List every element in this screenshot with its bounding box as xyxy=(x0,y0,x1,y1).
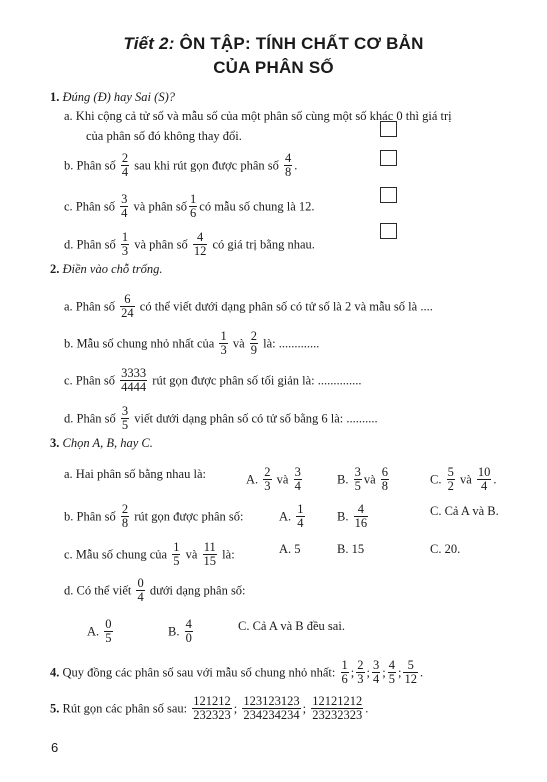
text-segment: là: ............. xyxy=(263,336,320,351)
fraction xyxy=(381,466,389,493)
text-segment: 4. xyxy=(50,665,60,680)
fraction-denominator: 8 xyxy=(285,165,292,179)
title-line1: ÔN TẬP: TÍNH CHẤT CƠ BẢN xyxy=(179,34,424,53)
fraction-denominator: 9 xyxy=(250,343,258,357)
fraction-numerator: 3 xyxy=(372,658,380,672)
text-segment: ; xyxy=(350,665,355,680)
fraction-numerator: 10 xyxy=(477,465,491,479)
text-segment: B. xyxy=(337,472,349,487)
answer-box-c[interactable] xyxy=(380,187,397,203)
fraction-numerator: 2 xyxy=(121,502,129,516)
fraction xyxy=(447,466,455,493)
fraction-numerator: 4 xyxy=(388,658,395,672)
fraction xyxy=(354,466,362,493)
text-segment: c. Phân số xyxy=(64,373,116,388)
q3-a-option-b[interactable] xyxy=(337,467,391,494)
fraction xyxy=(242,695,300,722)
question-2-heading xyxy=(50,262,162,276)
q3-c-option-c[interactable]: C. 20. xyxy=(430,542,461,556)
text-segment: ; xyxy=(382,665,386,680)
fraction-denominator: 232323 xyxy=(193,708,231,722)
text-segment: d. Có thể viết xyxy=(64,583,132,598)
text-segment: và phân số xyxy=(134,237,188,252)
text-segment: . xyxy=(365,701,369,716)
q2-item-c xyxy=(64,368,362,395)
fraction-denominator: 4444 xyxy=(121,380,147,394)
fraction xyxy=(263,466,271,493)
question-number: 1. xyxy=(50,90,60,104)
text-segment: có mẫu số chung là 12. xyxy=(199,199,315,214)
fraction-numerator: 1 xyxy=(190,192,197,206)
fraction xyxy=(120,193,128,220)
q2-item-b xyxy=(64,331,319,358)
question-5 xyxy=(50,696,368,723)
fraction xyxy=(120,293,135,320)
fraction xyxy=(120,367,147,394)
fraction-denominator: 5 xyxy=(388,672,395,686)
text-segment: b. Phân số xyxy=(64,158,116,173)
fraction-denominator: 6 xyxy=(341,672,348,686)
q3-a-option-c[interactable] xyxy=(430,467,497,494)
question-prompt: Đúng (Đ) hay Sai (S)? xyxy=(62,90,175,104)
text-segment: C. xyxy=(430,472,442,487)
fraction-numerator: 1 xyxy=(220,329,227,343)
fraction-denominator: 8 xyxy=(381,479,389,493)
fraction-numerator: 3 xyxy=(294,465,301,479)
fraction-numerator: 11 xyxy=(203,540,216,554)
text-segment: Chọn A, B, hay C. xyxy=(62,436,153,450)
q3-d-option-a[interactable] xyxy=(87,619,115,646)
fraction xyxy=(311,695,363,722)
fraction-denominator: 4 xyxy=(294,479,301,493)
text-segment: có thể viết dưới dạng phân số có tử số là 2 và mẫu số là .... xyxy=(139,299,433,314)
fraction-denominator: 4 xyxy=(121,165,129,179)
fraction-denominator: 12 xyxy=(404,672,417,686)
fraction-denominator: 16 xyxy=(354,516,368,530)
fraction-numerator: 2 xyxy=(250,329,258,343)
fraction-denominator: 23232323 xyxy=(312,708,363,722)
text-segment: và xyxy=(459,472,472,487)
fraction xyxy=(203,541,218,568)
text-segment: . xyxy=(419,665,424,680)
fraction xyxy=(341,659,349,686)
q3-a-option-a[interactable] xyxy=(246,467,304,494)
text-segment: và xyxy=(363,472,376,487)
q1-item-a-line2: của phân số đó không thay đổi. xyxy=(86,129,242,143)
q3-b-option-b[interactable] xyxy=(337,504,370,531)
answer-box-a[interactable] xyxy=(380,121,397,137)
text-segment: và xyxy=(232,336,245,351)
fraction-denominator: 12 xyxy=(193,244,207,258)
text-segment: 3. xyxy=(50,436,60,450)
fraction-denominator: 4 xyxy=(297,516,304,530)
fraction-numerator: 5 xyxy=(447,465,454,479)
fraction-denominator: 3 xyxy=(121,244,129,258)
text-segment: b. Phân số xyxy=(64,509,116,524)
fraction-denominator: 2 xyxy=(447,479,454,493)
q2-item-a xyxy=(64,294,433,321)
fraction-numerator: 4 xyxy=(354,503,369,517)
fraction-numerator: 1 xyxy=(173,540,180,554)
fraction-denominator: 8 xyxy=(121,516,129,530)
text-segment: Điền vào chỗ trống. xyxy=(62,262,163,276)
page-title xyxy=(0,34,547,54)
fraction-numerator: 4 xyxy=(185,617,192,631)
q3-item-c-prompt xyxy=(64,542,235,569)
text-segment: ; xyxy=(366,665,370,680)
text-segment: . xyxy=(493,472,497,487)
fraction xyxy=(189,193,197,220)
fraction-numerator: 1 xyxy=(121,230,129,244)
q3-b-option-c[interactable]: C. Cả A và B. xyxy=(430,504,499,518)
text-segment: Rút gọn các phân số sau: xyxy=(62,701,188,716)
fraction-numerator: 123123123 xyxy=(243,694,300,708)
fraction xyxy=(121,152,129,179)
fraction-denominator: 15 xyxy=(203,554,217,568)
fraction-denominator: 4 xyxy=(137,590,144,604)
fraction xyxy=(356,659,364,686)
q3-item-d-prompt xyxy=(64,578,246,605)
fraction xyxy=(185,618,193,645)
fraction-denominator: 3 xyxy=(264,479,271,493)
q1-item-d xyxy=(64,232,315,259)
text-segment: 5. xyxy=(50,701,60,716)
text-segment: ; xyxy=(302,701,307,716)
fraction xyxy=(136,577,144,604)
fraction-denominator: 3 xyxy=(220,343,227,357)
fraction-denominator: 0 xyxy=(185,631,192,645)
fraction-numerator: 1 xyxy=(341,658,348,672)
answer-box-d[interactable] xyxy=(380,223,397,239)
fraction-numerator: 6 xyxy=(120,293,135,307)
text-segment: c. Mẫu số chung của xyxy=(64,547,168,562)
page-title-line2: CỦA PHÂN SỐ xyxy=(213,58,334,77)
fraction-denominator: 5 xyxy=(354,479,361,493)
fraction xyxy=(192,695,232,722)
fraction xyxy=(121,405,129,432)
text-segment: và xyxy=(185,547,198,562)
text-segment: viết dưới dạng phân số có tử số bằng 6 là: .......... xyxy=(134,411,378,426)
fraction-denominator: 24 xyxy=(121,306,134,320)
q1-item-a-line1: a. Khi cộng cả tử số và mẫu số của một phân số cùng một số khác 0 thì giá trị xyxy=(64,109,452,123)
page-number: 6 xyxy=(51,740,59,755)
fraction-numerator: 121212 xyxy=(193,694,231,708)
q1-item-b xyxy=(64,153,297,180)
q3-c-option-a[interactable]: A. 5 xyxy=(279,542,301,556)
fraction-denominator: 5 xyxy=(121,418,129,432)
text-segment: ; xyxy=(233,701,238,716)
fraction xyxy=(104,618,112,645)
fraction xyxy=(388,659,396,686)
fraction-numerator: 2 xyxy=(121,151,129,165)
fraction-numerator: 6 xyxy=(381,465,389,479)
q3-item-a-prompt: a. Hai phân số bằng nhau là: xyxy=(64,467,206,481)
q3-b-option-a[interactable] xyxy=(279,504,307,531)
question-4 xyxy=(50,660,423,687)
text-segment: . xyxy=(294,158,298,173)
text-segment: rút gọn được phân số: xyxy=(134,509,244,524)
fraction-numerator: 3 xyxy=(354,465,361,479)
text-segment: sau khi rút gọn được phân số xyxy=(134,158,279,173)
q3-item-b-prompt xyxy=(64,504,243,531)
text-segment: ; xyxy=(397,665,402,680)
fraction xyxy=(121,231,129,258)
text-segment: có giá trị bằng nhau. xyxy=(212,237,315,252)
fraction xyxy=(372,659,380,686)
fraction-numerator: 0 xyxy=(137,576,144,590)
text-segment: A. xyxy=(246,472,259,487)
text-segment: và xyxy=(276,472,289,487)
question-1-heading xyxy=(50,90,175,104)
fraction-denominator: 3 xyxy=(357,672,364,686)
text-segment: 2. xyxy=(50,262,60,276)
fraction-denominator: 4 xyxy=(481,479,488,493)
fraction xyxy=(121,503,129,530)
fraction-denominator: 5 xyxy=(105,631,112,645)
text-segment: và phân số xyxy=(133,199,188,214)
q3-d-option-b[interactable] xyxy=(168,619,195,646)
text-segment: B. xyxy=(337,509,349,524)
text-segment: c. Phân số xyxy=(64,199,116,214)
fraction xyxy=(172,541,180,568)
fraction-denominator: 5 xyxy=(173,554,180,568)
text-segment: b. Mẫu số chung nhỏ nhất của xyxy=(64,336,215,351)
fraction xyxy=(403,659,418,686)
fraction-numerator: 2 xyxy=(264,465,271,479)
fraction-numerator: 2 xyxy=(357,658,364,672)
fraction-denominator: 4 xyxy=(121,206,128,220)
fraction xyxy=(294,466,302,493)
text-segment: a. Phân số xyxy=(64,299,116,314)
text-segment: B. xyxy=(168,624,180,639)
fraction xyxy=(219,330,227,357)
text-segment: A. xyxy=(87,624,100,639)
q3-d-option-c[interactable]: C. Cả A và B đều sai. xyxy=(238,619,345,633)
text-segment: dưới dạng phân số: xyxy=(149,583,246,598)
text-segment: A. xyxy=(279,509,292,524)
fraction-numerator: 3333 xyxy=(121,366,147,380)
fraction xyxy=(250,330,258,357)
fraction-numerator: 4 xyxy=(285,151,292,165)
fraction-numerator: 4 xyxy=(193,231,208,245)
text-segment: Quy đồng các phân số sau với mẫu số chung nhỏ nhất: xyxy=(62,665,336,680)
fraction xyxy=(477,466,492,493)
q2-item-d xyxy=(64,406,378,433)
text-segment: là: xyxy=(222,547,235,562)
fraction-numerator: 3 xyxy=(121,404,129,418)
title-lesson-label: Tiết 2: xyxy=(123,34,175,53)
fraction-numerator: 0 xyxy=(105,617,112,631)
fraction-denominator: 6 xyxy=(190,206,197,220)
fraction-numerator: 1 xyxy=(297,502,304,516)
fraction xyxy=(284,152,292,179)
fraction xyxy=(354,503,369,530)
text-segment: rút gọn được phân số tối giản là: .............. xyxy=(152,373,362,388)
fraction xyxy=(193,231,208,258)
fraction xyxy=(296,503,304,530)
fraction-denominator: 234234234 xyxy=(243,708,300,722)
answer-box-b[interactable] xyxy=(380,150,397,166)
fraction-denominator: 4 xyxy=(372,672,380,686)
question-3-heading xyxy=(50,436,153,450)
q1-item-c xyxy=(64,194,315,221)
q3-c-option-b[interactable]: B. 15 xyxy=(337,542,365,556)
text-segment: d. Phân số xyxy=(64,237,116,252)
fraction-numerator: 5 xyxy=(403,659,418,673)
fraction-numerator: 12121212 xyxy=(312,694,363,708)
text-segment: d. Phân số xyxy=(64,411,116,426)
fraction-numerator: 3 xyxy=(121,192,128,206)
